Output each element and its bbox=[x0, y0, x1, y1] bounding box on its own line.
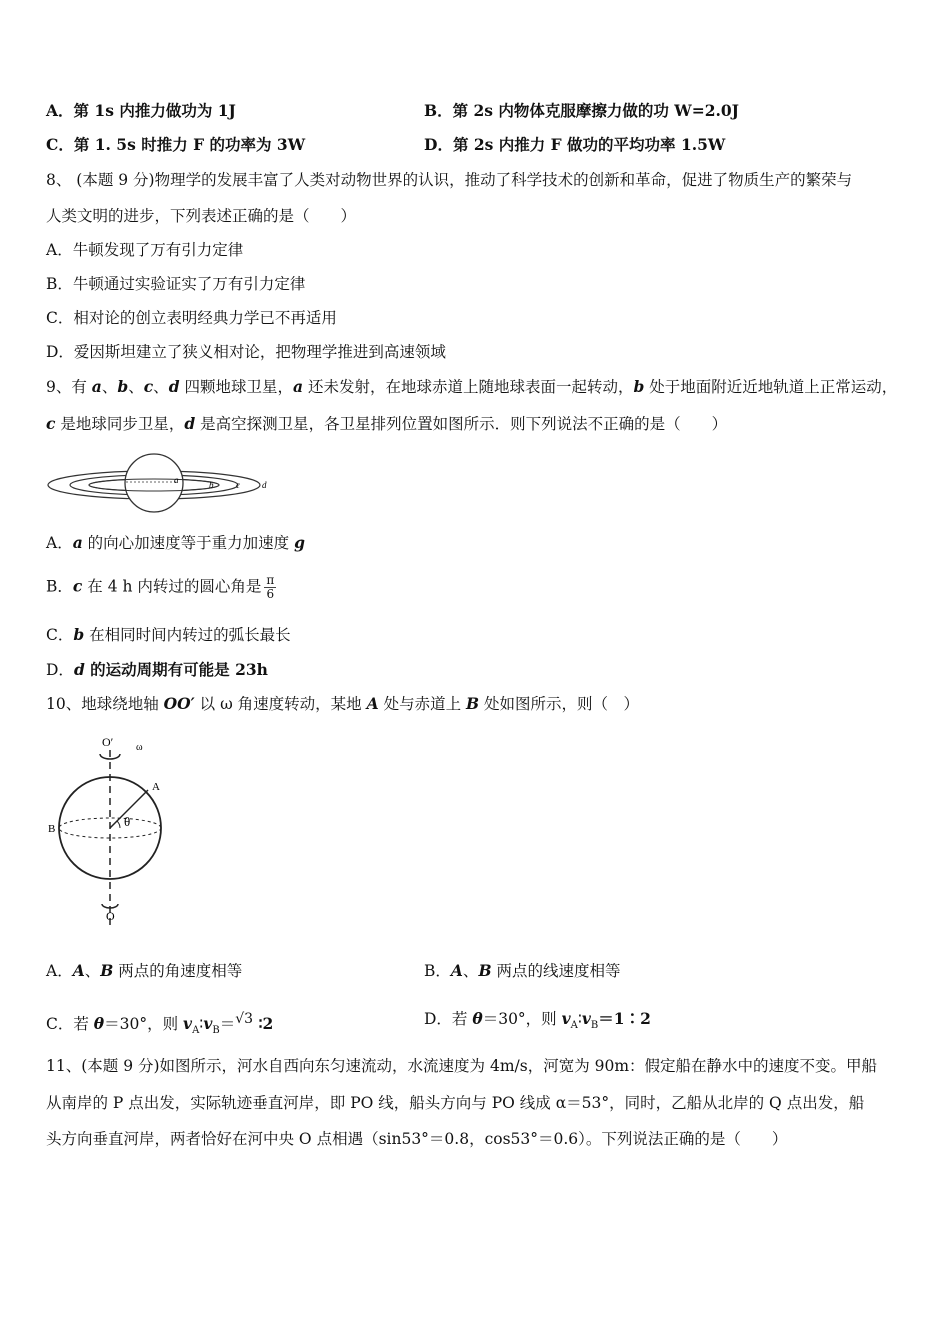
label-b: b bbox=[209, 480, 214, 490]
q7-option-c: C．第 1. 5s 时推力 F 的功率为 3W bbox=[46, 135, 306, 154]
q9-option-c: C．b 在相同时间内转过的弧长最长 bbox=[46, 625, 291, 644]
q10-option-c: C．若 θ＝30°，则 $v_A∶v_B=√3$ ∶2 bbox=[46, 1011, 274, 1037]
q11-stem-line1: 11、(本题 9 分)如图所示，河水自西向东匀速流动，水流速度为 4m/s，河宽为 90m：假定船在静水中的速度不变。甲船 bbox=[46, 1057, 878, 1075]
label-b-point: B bbox=[48, 823, 56, 835]
q10-option-b: B．A、B 两点的线速度相等 bbox=[424, 961, 621, 980]
q8-option-b: B．牛顿通过实验证实了万有引力定律 bbox=[46, 275, 306, 293]
q11-stem-line2: 从南岸的 P 点出发，实际轨迹垂直河岸，即 PO 线，船头方向与 PO 线成 α＝53°，同时，乙船从北岸的 Q 点出发，船 bbox=[46, 1094, 865, 1112]
label-c: c bbox=[236, 480, 240, 490]
q10-option-a: A．A、B 两点的角速度相等 bbox=[46, 961, 243, 980]
q9-satellite-orbits-figure bbox=[46, 450, 286, 516]
q8-stem-line1: 8、 (本题 9 分)物理学的发展丰富了人类对动物世界的认识，推动了科学技术的创新和革命，促进了物质生产的繁荣与 bbox=[46, 171, 853, 189]
q7-options-row1 bbox=[46, 100, 910, 122]
fraction-pi-over-6: $\frac{\pi}{6}$ bbox=[266, 573, 275, 601]
q10-stem: 10、地球绕地轴 OO′ 以 ω 角速度转动，某地 A 处与赤道上 B 处如图所示，则（ ） bbox=[46, 694, 640, 713]
q9-option-a: A．a 的向心加速度等于重力加速度 g bbox=[46, 533, 305, 552]
q9-stem-line2: c 是地球同步卫星，d 是高空探测卫星，各卫星排列位置如图所示．则下列说法不正确的是（ ） bbox=[46, 414, 728, 433]
q10-option-d: D．若 θ＝30°，则 $v_A∶v_B=1∶2$ bbox=[424, 1009, 651, 1032]
q8-stem-line2: 人类文明的进步，下列表述正确的是（ ） bbox=[46, 207, 357, 225]
q8-option-a: A．牛顿发现了万有引力定律 bbox=[46, 241, 244, 259]
q9-option-b: B．c 在 4 h 内转过的圆心角是 $\frac{\pi}{6}$ bbox=[46, 573, 275, 601]
label-a-point: A bbox=[152, 781, 160, 793]
label-o: O bbox=[106, 909, 115, 923]
q10-earth-axis-figure bbox=[44, 732, 184, 928]
label-theta: θ bbox=[124, 814, 131, 829]
q9-stem-line1: 9、有 a、b、c、d 四颗地球卫星，a 还未发射，在地球赤道上随地球表面一起转动，b 处于地面附近近地轨道上正常运动， bbox=[46, 377, 898, 396]
q8-option-c: C．相对论的创立表明经典力学已不再适用 bbox=[46, 309, 337, 327]
label-omega: ω bbox=[136, 742, 143, 753]
label-d: d bbox=[262, 480, 267, 490]
q8-option-d: D．爱因斯坦建立了狭义相对论，把物理学推进到高速领域 bbox=[46, 343, 446, 361]
q9-option-d: D．d 的运动周期有可能是 23h bbox=[46, 660, 268, 679]
q10-options-row1 bbox=[46, 960, 910, 982]
q7-option-d: D．第 2s 内推力 F 做功的平均功率 1.5W bbox=[424, 135, 726, 154]
label-o-prime: O′ bbox=[102, 735, 114, 749]
q11-stem-line3: 头方向垂直河岸，两者恰好在河中央 O 点相遇（sin53°＝0.8，cos53°＝0.6）。下列说法正确的是（ ） bbox=[46, 1130, 788, 1148]
q7-option-a: A．第 1s 内推力做功为 1J bbox=[46, 101, 236, 120]
q7-option-b: B．第 2s 内物体克服摩擦力做的功 W=2.0J bbox=[424, 101, 739, 120]
q10-options-row2 bbox=[46, 1008, 910, 1042]
label-a: a bbox=[174, 475, 179, 485]
q7-options-row2 bbox=[46, 134, 910, 156]
